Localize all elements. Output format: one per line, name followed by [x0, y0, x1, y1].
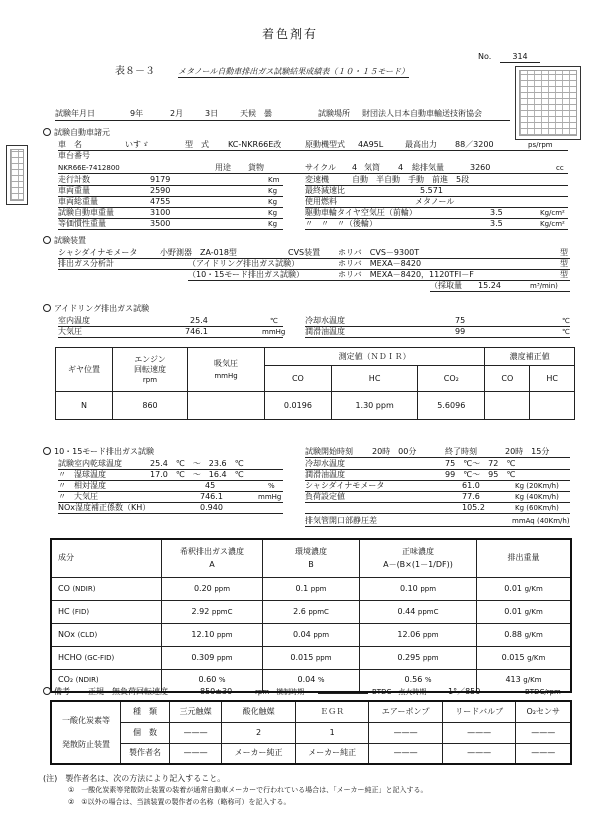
device-qty-1: ———	[170, 722, 222, 743]
comp-cell: HC (FID)	[51, 600, 162, 623]
weight-unit: Kg	[268, 187, 278, 195]
dilute-cell: 12.10 ppm	[162, 623, 263, 646]
emis-header: 排出重量	[477, 539, 572, 577]
gvw: 4755	[150, 197, 171, 206]
table-id: 表８－３	[115, 66, 155, 77]
cycle-label: サイクル	[305, 163, 337, 172]
mode-load1: 61.0	[462, 481, 480, 490]
vacuum-value	[188, 392, 265, 420]
engine-model-label: 原動機型式	[305, 140, 345, 149]
analyzer-mode-model: ホリバ MEXA－8420，1120TFI－F	[338, 270, 474, 279]
final-ratio-label: 最終減速比	[305, 186, 345, 195]
idle-pressure-label: 大気圧	[58, 327, 82, 336]
mode-dyno-label: シャシダイナモメータ	[305, 481, 385, 490]
dilute-cell: 0.309 ppm	[162, 646, 263, 669]
note-1: ① 一酸化炭素等発散防止装置の装着が通常自動車メーカーで行われている場合は、「メーカー純正」と記入する。	[68, 786, 428, 794]
table-row	[51, 600, 571, 623]
idle-rpm-unit: rpm・横制時期	[255, 688, 305, 696]
env-cell: 2.6 ppmC	[263, 600, 360, 623]
mode-humidity: 45	[205, 481, 216, 490]
idle-oil-unit: ℃	[562, 328, 570, 336]
analyzer-idle: （アイドリング排出ガス試験）	[188, 259, 300, 268]
displacement-label: 総排気量	[412, 163, 444, 172]
net-cell: 0.10 ppm	[360, 577, 477, 600]
idle-coolant: 75	[455, 316, 466, 325]
device-qty-label: 個 数	[121, 722, 170, 743]
flow-unit: m³/min)	[530, 282, 558, 290]
test-day: 3日	[205, 109, 219, 118]
mode-load2: 77.6	[462, 492, 480, 501]
idle-coolant-label: 冷却水温度	[305, 316, 345, 325]
cvs-label: CVS装置	[288, 248, 321, 257]
model: KC-NKR66E改	[228, 140, 282, 149]
device-qty-6: ———	[516, 722, 571, 743]
vacuum-header: 吸気圧 mmHg	[188, 348, 265, 392]
test-date-label: 試験年月日	[55, 109, 95, 118]
device-qty-4: ———	[369, 722, 442, 743]
ndir-hc-value: 1.30 ppm	[331, 392, 418, 420]
odometer-unit: Km	[268, 176, 280, 184]
cvs: ホリバ CVS－9300T	[338, 248, 420, 257]
test-weight: 3100	[150, 208, 171, 217]
env-cell: 0.015 ppm	[263, 646, 360, 669]
device-qty-3: 1	[295, 722, 369, 743]
max-output: 88／3200	[455, 140, 494, 149]
net-cell: 0.295 ppm	[360, 646, 477, 669]
device-maker-5: ———	[442, 743, 516, 764]
tire-rear: 3.5	[490, 219, 503, 228]
device-maker-4: ———	[369, 743, 442, 764]
max-output-unit: ps/rpm	[528, 141, 553, 149]
btdc-label: BTDC・点火時期	[372, 688, 427, 696]
net-cell: 0.56 %	[360, 669, 477, 692]
mode-oil: 99 ℃～ 95 ℃	[445, 470, 516, 479]
model-suffix-1: 型	[560, 248, 568, 257]
emis-cell: 0.01 g/Km	[477, 600, 572, 623]
dilute-cell: 2.92 ppmC	[162, 600, 263, 623]
results-table	[50, 538, 572, 693]
btdc-unit: BTDC/rpm	[525, 688, 561, 696]
mode-time-end: 20時 15分	[505, 447, 550, 456]
analyzer-label: 排出ガス分析計	[58, 259, 114, 268]
idle-oil-label: 潤滑油温度	[305, 327, 345, 336]
ndir-co2-header: CO₂	[418, 366, 485, 392]
chassis-label: 車台番号	[58, 151, 90, 160]
gvw-label: 車両総重量	[58, 197, 98, 206]
table-row	[51, 577, 571, 600]
mode-room-temp-label: 試験室内乾球温度	[58, 459, 122, 468]
official-stamp	[515, 66, 581, 140]
mode-time-end-label: 終了時刻	[445, 447, 477, 456]
analyzer-idle-model: ホリバ MEXA－8420	[338, 259, 422, 268]
emis-cell: 413 g/Km	[477, 669, 572, 692]
idle-table	[55, 347, 575, 420]
mode-bp-unit: mmAq (40Km/h)	[512, 517, 570, 525]
bullet-icon	[43, 447, 51, 455]
device-maker-2: メーカー純正	[222, 743, 296, 764]
car-name: いすゞ	[125, 140, 149, 149]
test-weight-unit: Kg	[268, 209, 278, 217]
dyno: 小野測器 ZA-018型	[160, 248, 237, 257]
device-col-3: ＥＧＲ	[295, 701, 369, 722]
mode-wet-temp-label: 〃 湿球温度	[58, 470, 106, 479]
env-cell: 0.04 ppm	[263, 623, 360, 646]
device-type-label: 種 類	[121, 701, 170, 722]
mode-pressure-unit: mmHg	[258, 493, 282, 501]
engine-model: 4A95L	[358, 140, 384, 149]
mode-load3-unit: Kg (60Km/h)	[515, 504, 559, 512]
mode-nox: 0.940	[200, 503, 223, 512]
use-label: 用途	[215, 163, 231, 172]
corr-hc-value	[530, 392, 575, 420]
comp-header: 成分	[51, 539, 162, 577]
ndir-co-value: 0.0196	[265, 392, 332, 420]
model-suffix-2: 型	[560, 259, 568, 268]
device-maker-1: ———	[170, 743, 222, 764]
comp-cell: HCHO (GC-FID)	[51, 646, 162, 669]
mode-load-label: 負荷設定値	[305, 492, 345, 501]
table-row	[51, 623, 571, 646]
mode-section-title: 10・15モード排出ガス試験	[43, 447, 154, 457]
emis-cell: 0.015 g/Km	[477, 646, 572, 669]
device-maker-label: 製作者名	[121, 743, 170, 764]
test-year: 9年	[130, 109, 144, 118]
flow: 15.24	[478, 281, 501, 290]
corr-co-value	[485, 392, 530, 420]
comp-cell: NOx (CLD)	[51, 623, 162, 646]
flow-label: （採取量	[430, 281, 462, 290]
tire-rear-label: 〃 〃 〃（後輪）	[305, 219, 377, 228]
emis-cell: 0.01 g/Km	[477, 577, 572, 600]
analyzer-mode: （10・15モード排出ガス試験）	[188, 270, 305, 279]
rpm-header: エンジン 回転速度 rpm	[113, 348, 188, 392]
model-suffix-3: 型	[560, 270, 568, 279]
idle-room-temp: 25.4	[190, 316, 208, 325]
idle-room-temp-label: 室内温度	[58, 316, 90, 325]
dilute-header: 希釈排出ガス濃度 A	[162, 539, 263, 577]
weight-label: 車両重量	[58, 186, 90, 195]
env-header: 環境濃度 B	[263, 539, 360, 577]
ndir-header: 測定値（ＮＤＩＲ）	[265, 348, 485, 366]
devices-table	[50, 700, 572, 765]
equiv-inertia-unit: Kg	[268, 220, 278, 228]
device-col-4: エアーポンプ	[369, 701, 442, 722]
trans: 自動 半自動 手動 前進 5段	[352, 175, 470, 184]
vehicle-section-title: 試験自動車諸元	[43, 128, 110, 138]
weight: 2590	[150, 186, 171, 195]
idle-oil: 99	[455, 327, 466, 336]
tire-front: 3.5	[490, 208, 503, 217]
mode-coolant-label: 冷却水温度	[305, 459, 345, 468]
table-row	[51, 646, 571, 669]
mode-time-label: 試験開始時刻	[305, 447, 353, 456]
trans-label: 変速機	[305, 175, 329, 184]
dyno-label: シャシダイナモメータ	[58, 248, 138, 257]
net-header: 正味濃度 A－(B×(1－1/DF))	[360, 539, 477, 577]
test-weight-label: 試験自動車重量	[58, 208, 114, 217]
corr-header: 濃度補正値	[485, 348, 575, 366]
mode-load3: 105.2	[462, 503, 485, 512]
side-stamp	[6, 145, 28, 205]
mode-nox-label: NOx湿度補正係数（KH）	[58, 503, 151, 512]
displacement: 3260	[470, 163, 491, 172]
bullet-icon	[43, 687, 51, 695]
max-output-label: 最高出力	[405, 140, 437, 149]
ndir-co-header: CO	[265, 366, 332, 392]
mode-oil-label: 潤滑油温度	[305, 470, 345, 479]
venue-label: 試験場所	[318, 109, 350, 118]
emis-cell: 0.88 g/Km	[477, 623, 572, 646]
note-2: ② ①以外の場合は、当該装置の製作者の名称（略称可）を記入する。	[68, 798, 291, 806]
weather: 天候 曇	[240, 109, 272, 118]
gear-value: N	[56, 392, 113, 420]
idle-section-title: アイドリング排出ガス試験	[43, 304, 149, 314]
dilute-cell: 0.20 ppm	[162, 577, 263, 600]
device-maker-6: ———	[516, 743, 571, 764]
env-cell: 0.1 ppm	[263, 577, 360, 600]
venue: 財団法人日本自動車輸送技術協会	[362, 109, 482, 118]
gvw-unit: Kg	[268, 198, 278, 206]
device-group-header: 一酸化炭素等 発散防止装置	[51, 701, 121, 764]
doc-no: 314	[500, 52, 540, 63]
odometer: 9179	[150, 175, 171, 184]
equiv-inertia: 3500	[150, 219, 171, 228]
corr-hc-header: HC	[530, 366, 575, 392]
mode-room-temp: 25.4 ℃ ～ 23.6 ℃	[150, 459, 244, 468]
comp-cell: CO (NDIR)	[51, 577, 162, 600]
mode-coolant: 75 ℃～ 72 ℃	[445, 459, 516, 468]
mode-load2-unit: Kg (40Km/h)	[515, 493, 559, 501]
device-maker-3: メーカー純正	[295, 743, 369, 764]
mode-load1-unit: Kg (20Km/h)	[515, 482, 559, 490]
mode-bp-label: 排気管開口部静圧差	[305, 516, 377, 525]
comp-cell: CO₂ (NDIR)	[51, 669, 162, 692]
device-col-6: O₂センサ	[516, 701, 571, 722]
device-col-5: リードバルブ	[442, 701, 516, 722]
corr-co-header: CO	[485, 366, 530, 392]
tire-unit: Kg/cm²	[540, 209, 565, 217]
ndir-hc-header: HC	[331, 366, 418, 392]
device-col-1: 三元触媒	[170, 701, 222, 722]
rpm-value: 860	[113, 392, 188, 420]
mode-humidity-label: 〃 相対湿度	[58, 481, 106, 490]
notes-lead: (注) 製作者名は、次の方法により記入すること。	[43, 774, 226, 783]
device-col-2: 酸化触媒	[222, 701, 296, 722]
gear-header: ギヤ位置	[56, 348, 113, 392]
mode-pressure-label: 〃 大気圧	[58, 492, 98, 501]
final-ratio: 5.571	[420, 186, 443, 195]
cylinders-label: 気筒	[364, 163, 380, 172]
net-cell: 12.06 ppm	[360, 623, 477, 646]
idle-pressure-unit: mmHg	[262, 328, 286, 336]
car-name-label: 車 名	[58, 140, 82, 149]
idle-coolant-unit: ℃	[562, 317, 570, 325]
net-cell: 0.44 ppmC	[360, 600, 477, 623]
bullet-icon	[43, 304, 51, 312]
chassis-no: NKR66E-7412800	[58, 164, 120, 172]
idle-pressure: 746.1	[185, 327, 208, 336]
device-qty-2: 2	[222, 722, 296, 743]
mode-humidity-unit: %	[268, 482, 275, 490]
env-cell: 0.04 %	[263, 669, 360, 692]
tire-front-label: 駆動車輪タイヤ空気圧（前輪）	[305, 208, 417, 217]
model-label: 型 式	[185, 140, 209, 149]
idle-rpm-label: 正規 無負荷回転速度	[88, 687, 168, 696]
bullet-icon	[43, 128, 51, 136]
mode-pressure: 746.1	[200, 492, 223, 501]
test-month: 2月	[170, 109, 184, 118]
cylinders: 4	[398, 163, 404, 172]
dilute-cell: 0.60 %	[162, 669, 263, 692]
remarks-label: 備考	[43, 687, 70, 697]
table-title: メタノール自動車排出ガス試験結果成績表（１０・１５モード）	[178, 67, 410, 76]
equipment-section-title: 試験装置	[43, 236, 86, 246]
cycle: 4	[352, 163, 358, 172]
top-title: 着色剤有	[262, 27, 319, 41]
odometer-label: 走行計数	[58, 175, 90, 184]
use: 貨物	[248, 163, 264, 172]
device-qty-5: ———	[442, 722, 516, 743]
idle-room-temp-unit: ℃	[270, 317, 278, 325]
tire-unit-rear: Kg/cm²	[540, 220, 565, 228]
equiv-inertia-label: 等価慣性重量	[58, 219, 106, 228]
bullet-icon	[43, 236, 51, 244]
ignition-timing: 1°／850	[448, 687, 481, 696]
mode-wet-temp: 17.0 ℃ ～ 16.4 ℃	[150, 470, 244, 479]
displacement-unit: cc	[556, 164, 564, 172]
ndir-co2-value: 5.6096	[418, 392, 485, 420]
fuel-label: 使用燃料	[305, 197, 337, 206]
idle-rpm-value: 850±30	[200, 687, 233, 696]
mode-time-start: 20時 00分	[372, 447, 417, 456]
doc-no-label: No.	[478, 52, 492, 61]
fuel: メタノール	[415, 197, 455, 206]
